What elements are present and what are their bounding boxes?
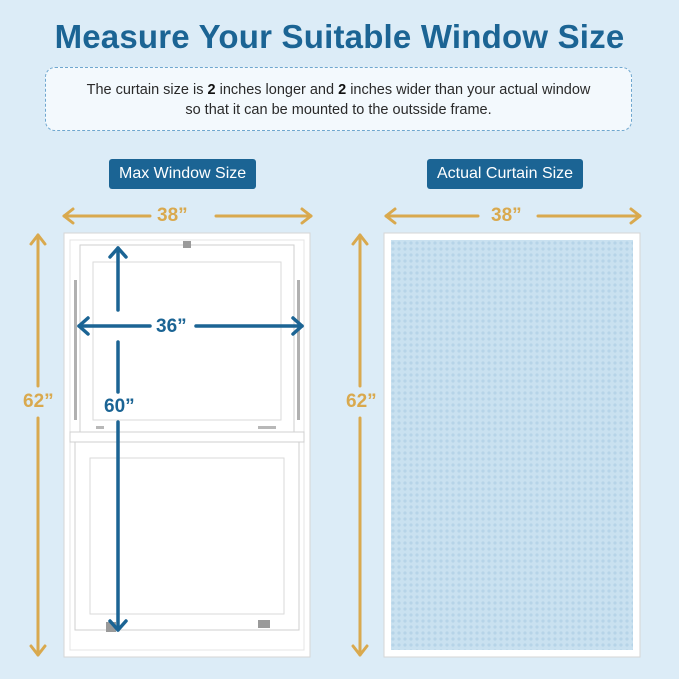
curtain-illustration bbox=[384, 233, 640, 657]
max-window-size-badge: Max Window Size bbox=[109, 159, 256, 189]
actual-curtain-size-badge: Actual Curtain Size bbox=[427, 159, 583, 189]
window-height-arrow bbox=[31, 235, 45, 655]
curtain-width-label: 38” bbox=[491, 205, 522, 226]
note-text-2: inches longer and bbox=[215, 82, 339, 98]
page-title: Measure Your Suitable Window Size bbox=[54, 18, 625, 55]
window-height-label: 62” bbox=[23, 391, 54, 412]
window-illustration bbox=[64, 233, 310, 657]
window-width-label: 38” bbox=[157, 205, 188, 226]
note-number-1: 2 bbox=[207, 82, 216, 98]
inner-width-label: 36” bbox=[156, 316, 187, 337]
inner-height-label: 60” bbox=[104, 396, 135, 417]
note-text-1: The curtain size is bbox=[86, 82, 208, 98]
note-text-3: inches wider than your actual window bbox=[346, 82, 591, 98]
note-number-2: 2 bbox=[338, 82, 347, 98]
note-text-line2: so that it can be mounted to the outsside frame. bbox=[185, 102, 492, 118]
curtain-height-arrow bbox=[353, 235, 367, 655]
curtain-height-label: 62” bbox=[346, 391, 377, 412]
